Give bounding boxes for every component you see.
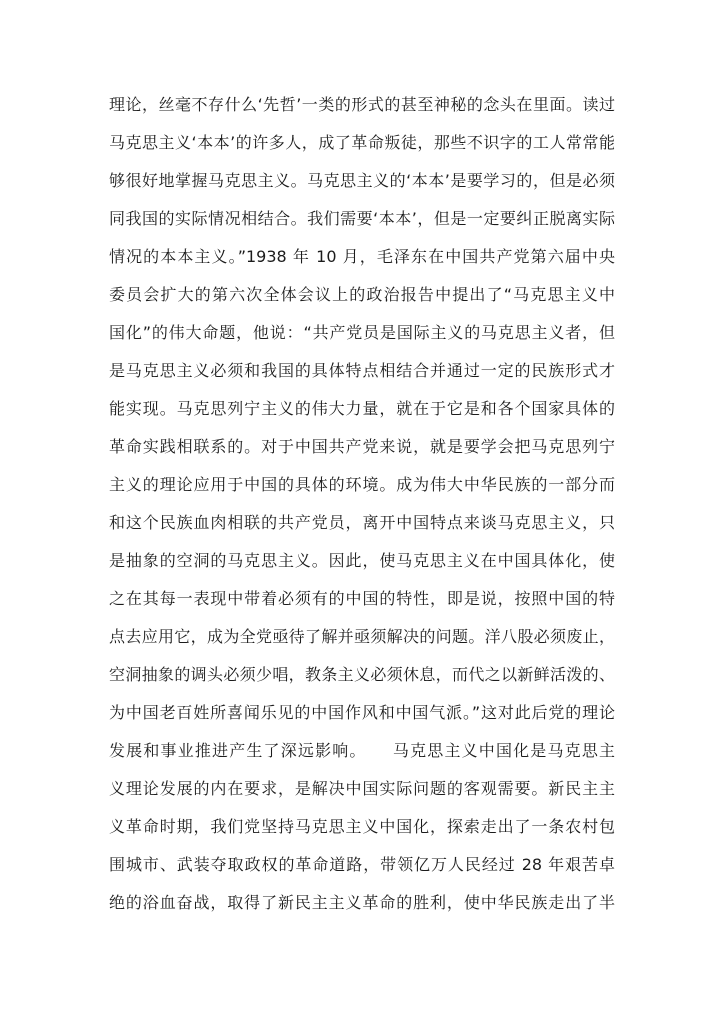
- text-line: 之在其每一表现中带着必须有的中国的特性，即是说，按照中国的特: [109, 589, 615, 608]
- text-line: 理论，丝毫不存什么‘先哲’一类的形式的甚至神秘的念头在里面。读过: [109, 95, 615, 114]
- text-line: 空洞抽象的调头必须少唱，教条主义必须休息，而代之以新鲜活泼的、: [109, 665, 615, 684]
- text-line: 围城市、武装夺取政权的革命道路，带领亿万人民经过 28 年艰苦卓: [109, 855, 615, 874]
- text-line: 够很好地掌握马克思主义。马克思主义的‘本本’是要学习的，但是必须: [109, 171, 615, 190]
- text-line: 主义的理论应用于中国的具体的环境。成为伟大中华民族的一部分而: [109, 475, 615, 494]
- text-line: 情况的本本主义。”1938 年 10 月，毛泽东在中国共产党第六届中央: [109, 247, 615, 266]
- text-line: 义理论发展的内在要求，是解决中国实际问题的客观需要。新民主主: [109, 779, 615, 798]
- text-line: 是马克思主义必须和我国的具体特点相结合并通过一定的民族形式才: [109, 361, 615, 380]
- text-line: 绝的浴血奋战，取得了新民主主义革命的胜利，使中华民族走出了半: [109, 893, 615, 912]
- text-line: 义革命时期，我们党坚持马克思主义中国化，探索走出了一条农村包: [109, 817, 615, 836]
- text-line: 同我国的实际情况相结合。我们需要‘本本’，但是一定要纠正脱离实际: [109, 209, 615, 228]
- text-line: 革命实践相联系的。对于中国共产党来说，就是要学会把马克思列宁: [109, 437, 615, 456]
- text-line: 点去应用它，成为全党亟待了解并亟须解决的问题。洋八股必须废止，: [109, 627, 615, 646]
- text-line: 发展和事业推进产生了深远影响。 马克思主义中国化是马克思主: [109, 741, 615, 760]
- text-line: 马克思主义‘本本’的许多人，成了革命叛徒，那些不识字的工人常常能: [109, 133, 615, 152]
- text-line: 和这个民族血肉相联的共产党员，离开中国特点来谈马克思主义，只: [109, 513, 615, 532]
- text-line: 国化”的伟大命题，他说：“共产党员是国际主义的马克思主义者，但: [109, 323, 615, 342]
- text-line: 委员会扩大的第六次全体会议上的政治报告中提出了“马克思主义中: [109, 285, 615, 304]
- text-line: 为中国老百姓所喜闻乐见的中国作风和中国气派。”这对此后党的理论: [109, 703, 615, 722]
- text-line: 能实现。马克思列宁主义的伟大力量，就在于它是和各个国家具体的: [109, 399, 615, 418]
- text-line: 是抽象的空洞的马克思主义。因此，使马克思主义在中国具体化，使: [109, 551, 615, 570]
